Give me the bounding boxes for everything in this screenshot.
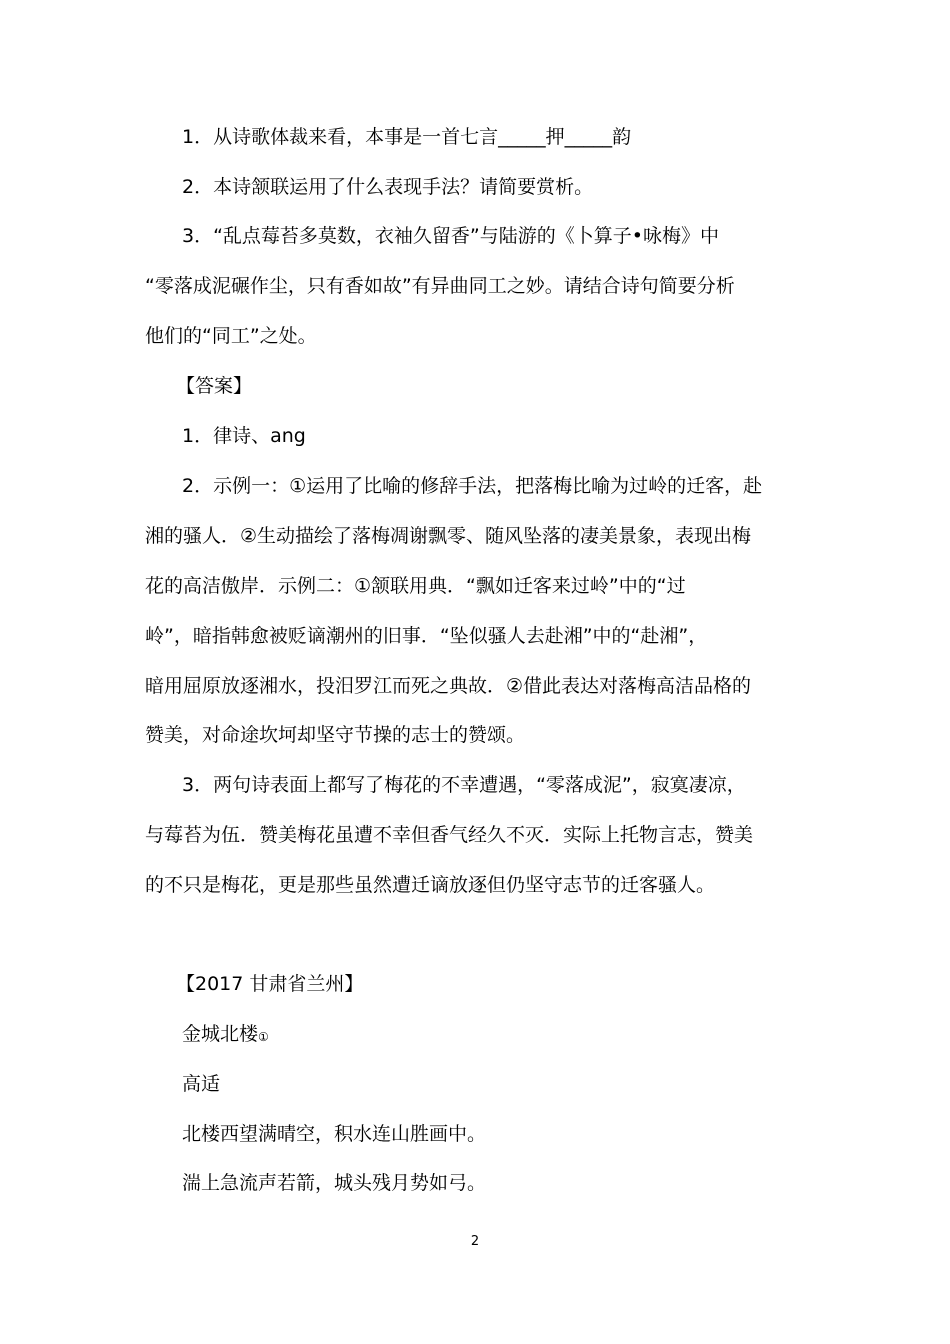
- answer-3-line-1: 3．两句诗表面上都写了梅花的不幸遭遇，“零落成泥”，寂寞凄凉，: [182, 774, 746, 796]
- answer-3-line-2: 与莓苔为伍．赞美梅花虽遭不幸但香气经久不灭．实际上托物言志，赞美: [145, 824, 754, 846]
- answer-2-line-1: 2．示例一：①运用了比喻的修辞手法，把落梅比喻为过岭的迁客，赴: [182, 475, 763, 497]
- answer-2-line-4: 岭”，暗指韩愈被贬谪潮州的旧事．“坠似骚人去赴湘”中的“赴湘”，: [145, 625, 708, 647]
- question-2: 2．本诗颔联运用了什么表现手法？请简要赏析。: [182, 176, 594, 198]
- poem-title-text: 金城北楼: [182, 1023, 259, 1045]
- poem-title: [182, 1021, 822, 1050]
- section-source: 【2017 甘肃省兰州】: [176, 973, 364, 995]
- poem-verse-2: 湍上急流声若箭，城头残月势如弓。: [182, 1172, 487, 1194]
- answer-heading: 【答案】: [176, 375, 253, 397]
- answer-2-line-2: 湘的骚人．②生动描绘了落梅凋谢飘零、随风坠落的凄美景象，表现出梅: [145, 525, 752, 547]
- answer-2-line-5: 暗用屈原放逐湘水，投汨罗江而死之典故．②借此表达对落梅高洁品格的: [145, 675, 752, 697]
- question-1: 1．从诗歌体裁来看，本事是一首七言_____押_____韵: [182, 126, 632, 148]
- question-3-line-3: 他们的“同工”之处。: [145, 325, 317, 347]
- page-number: 2: [470, 1234, 480, 1249]
- poem-verse-1: 北楼西望满晴空，积水连山胜画中。: [182, 1123, 487, 1145]
- answer-2-line-6: 赞美，对命途坎坷却坚守节操的志士的赞颂。: [145, 724, 526, 746]
- question-3-line-2: “零落成泥碾作尘，只有香如故”有异曲同工之妙。请结合诗句简要分析: [145, 275, 735, 297]
- answer-1: 1．律诗、ang: [182, 425, 306, 447]
- answer-2-line-3: 花的高洁傲岸．示例二：①颔联用典．“飘如迁客来过岭”中的“过: [145, 575, 686, 597]
- poem-title-note: ①: [258, 1030, 269, 1044]
- question-3-line-1: 3．“乱点莓苔多莫数，衣袖久留香”与陆游的《卜算子•咏梅》中: [182, 225, 719, 247]
- poem-author: 高适: [182, 1073, 221, 1095]
- answer-3-line-3: 的不只是梅花，更是那些虽然遭迁谪放逐但仍坚守志节的迁客骚人。: [145, 874, 716, 896]
